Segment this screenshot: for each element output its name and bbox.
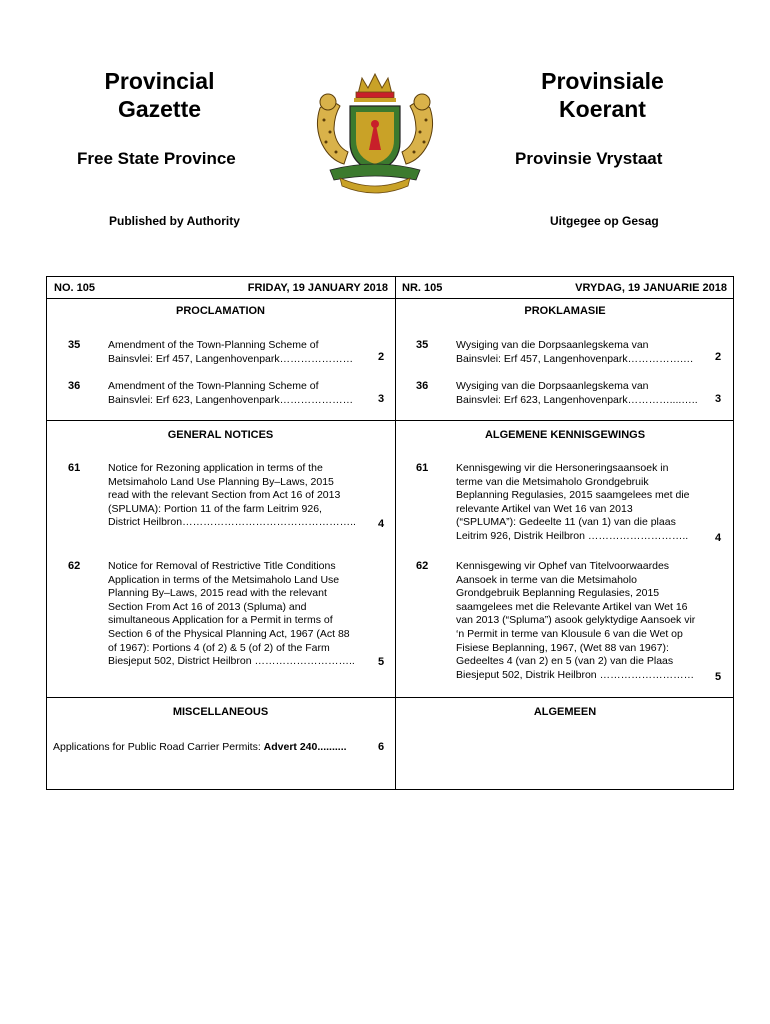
page-number: 2 bbox=[715, 351, 722, 363]
item-text-af: Kennisgewing vir Ophef van Titelvoorwaardes Aansoek in terme van die Metsimaholo Grondgebruik Beplanning Regulasies, 2015 saamgelees met die Relevante Artikel van Wet 16 van 2013 (“Spluma”) asook gelyktydige Aansoek vir ‘n Permit in terme van Klousule 6 van die Wet op Fisiese Beplanning, 1967, (Wet 88 van 1967): Gedeeltes 4 (van 2) en 5 (van 2) van die Plaas Biesjeput 502, Distrik Heilbron ……………………… bbox=[456, 560, 696, 681]
page-number: 3 bbox=[378, 393, 385, 405]
issue-date-af: VRYDAG, 19 JANUARIE 2018 bbox=[575, 282, 727, 294]
item-text-en: Amendment of the Town-Planning Scheme of Bainsvlei: Erf 457, Langenhovenpark………………… bbox=[108, 339, 354, 365]
section-divider-2 bbox=[46, 697, 734, 698]
issue-number-af: NR. 105 bbox=[402, 282, 443, 294]
section-divider-1 bbox=[46, 420, 734, 421]
page-number: 6 bbox=[378, 741, 385, 753]
issue-date-en: FRIDAY, 19 JANUARY 2018 bbox=[247, 282, 388, 294]
section-heading-algemeen: ALGEMEEN bbox=[533, 706, 597, 718]
page-number: 4 bbox=[715, 532, 722, 544]
title-afrikaans: Provinsiale Koerant bbox=[541, 68, 664, 122]
coat-of-arms-crest bbox=[300, 72, 450, 198]
section-heading-general-notices: GENERAL NOTICES bbox=[167, 429, 274, 441]
section-heading-proklamasie: PROKLAMASIE bbox=[524, 305, 606, 317]
province-english: Free State Province bbox=[77, 149, 236, 168]
item-number: 61 bbox=[68, 462, 81, 474]
item-number: 36 bbox=[68, 380, 81, 392]
issue-number-en: NO. 105 bbox=[54, 282, 95, 294]
page-number: 5 bbox=[715, 671, 722, 683]
page-number: 4 bbox=[378, 518, 385, 530]
page-number: 2 bbox=[378, 351, 385, 363]
province-afrikaans: Provinsie Vrystaat bbox=[515, 149, 663, 168]
item-number: 36 bbox=[416, 380, 429, 392]
item-text-af: Wysiging van die Dorpsaanlegskema van Bainsvlei: Erf 623, Langenhovenpark…………....….. bbox=[456, 380, 698, 406]
uitgegee-op-gesag: Uitgegee op Gesag bbox=[550, 214, 659, 228]
item-text-af: Kennisgewing vir die Hersoneringsaansoek in terme van die Metsimaholo Grondgebruik Beplanning Regulasies, 2015 saamgelees met die relevante Artikel van Wet 16 van 2013 (“SPLUMA”): Gedeelte 11 (van 1) van die plaas Leitrim 926, Distrik Heilbron ……………………….. bbox=[456, 462, 690, 542]
item-number: 62 bbox=[68, 560, 81, 572]
crest-icon bbox=[300, 72, 450, 198]
section-heading-algemene-kennisgewings: ALGEMENE KENNISGEWINGS bbox=[484, 429, 646, 441]
header-divider bbox=[46, 298, 734, 299]
published-by-authority: Published by Authority bbox=[109, 214, 240, 228]
page-number: 5 bbox=[378, 656, 385, 668]
item-text-en: Amendment of the Town-Planning Scheme of Bainsvlei: Erf 623, Langenhovenpark………………… bbox=[108, 380, 354, 406]
misc-entry: Applications for Public Road Carrier Permits: Advert 240.......... bbox=[53, 741, 347, 753]
item-text-en: Notice for Rezoning application in terms of the Metsimaholo Land Use Planning By–Laws, 2015 read with the relevant Section from Act 16 of 2013 (SPLUMA): Portion 11 of the farm Leitrim 926, District Heilbron………………………………………….. bbox=[108, 462, 356, 529]
item-number: 35 bbox=[416, 339, 429, 351]
page-number: 3 bbox=[715, 393, 722, 405]
item-number: 35 bbox=[68, 339, 81, 351]
section-heading-proclamation: PROCLAMATION bbox=[175, 305, 265, 317]
item-text-en: Notice for Removal of Restrictive Title Conditions Application in terms of the Metsimaholo Land Use Planning By–Laws, 2015 read with the relevant Section From Act 16 of 2013 (Spluma) and simultaneous Application for a Permit in terms of Section 6 of the Physical Planning Act, 1967 (Act 88 of 1967): Portions 4 (of 2) & 5 (of 2) of the Farm Biesjeput 502, District Heilbron ……………………….. bbox=[108, 560, 355, 668]
section-heading-miscellaneous: MISCELLANEOUS bbox=[172, 706, 269, 718]
item-number: 61 bbox=[416, 462, 429, 474]
title-english: Provincial Gazette bbox=[104, 68, 215, 122]
item-text-af: Wysiging van die Dorpsaanlegskema van Bainsvlei: Erf 457, Langenhovenpark…………….… bbox=[456, 339, 694, 365]
item-number: 62 bbox=[416, 560, 429, 572]
